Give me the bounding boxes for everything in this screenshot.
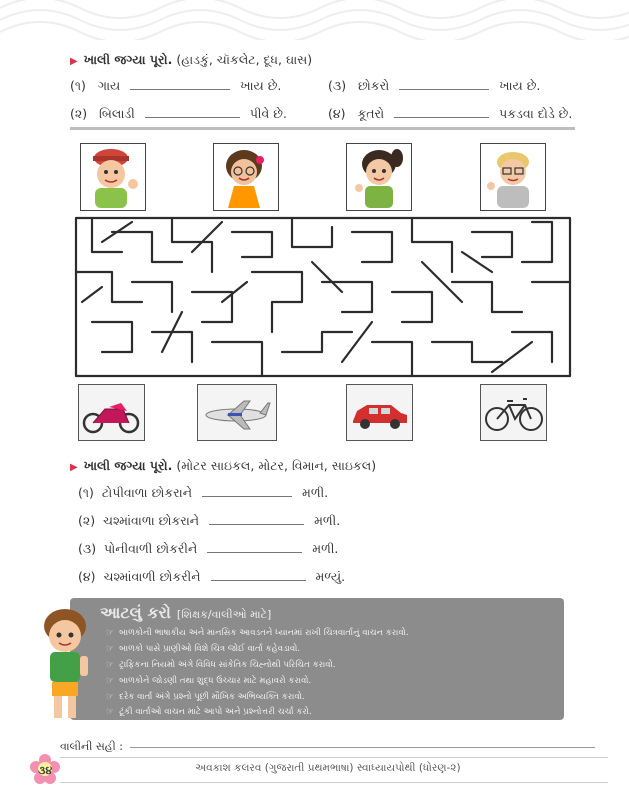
boy-with-glasses-picture	[480, 143, 546, 211]
activity-item-2: ☞ બાળકો પાસે પ્રાણીઓ વિશે ચિત્ર જોઈ વાર્તા કહેવડાવો.	[106, 644, 301, 654]
section1-heading: ▶ ખાલી જગ્યા પૂરો. (હાડકું, ચૉકલેટ, દૂધ, ઘાસ)	[70, 52, 313, 67]
hand-pointer-icon: ☞	[106, 628, 115, 638]
maze[interactable]	[72, 212, 574, 382]
boy-with-glasses-icon	[481, 144, 545, 210]
motorcycle-picture	[78, 384, 145, 441]
match-item-1: (૧) ટોપીવાળા છોકરાને મળી.	[78, 485, 329, 500]
hand-pointer-icon: ☞	[106, 707, 115, 717]
answer-blank[interactable]	[145, 117, 240, 118]
fill-item-3: (૩) છોકરો ખાય છે.	[328, 78, 541, 93]
girl-with-glasses-picture	[213, 143, 279, 211]
answer-blank[interactable]	[130, 89, 230, 90]
decorative-header-swirls	[0, 0, 629, 40]
girl-with-glasses-icon	[214, 144, 278, 210]
fill-item-4: (૪) કૂતરો પકડવા દોડે છે.	[328, 106, 573, 121]
boy-with-cap-picture	[80, 143, 146, 211]
match-item-3: (૩) પોનીવાળી છોકરીને મળી.	[78, 541, 339, 556]
hand-pointer-icon: ☞	[106, 660, 115, 670]
airplane-icon	[198, 385, 276, 440]
match-item-4: (૪) ચશ્માંવાળી છોકરીને મળ્યું.	[78, 569, 346, 584]
activity-item-6: ☞ ટૂંકી વાર્તાઓ વાચન માટે આપો અને પ્રશ્નોત્તરી ચર્ચા કરો.	[106, 707, 312, 717]
activity-title: આટલું કરો [શિક્ષક/વાલીઓ માટે]	[100, 603, 272, 622]
section-divider	[70, 127, 575, 130]
boy-mascot-icon	[36, 604, 94, 724]
signature-line[interactable]	[130, 747, 595, 748]
match-item-2: (૨) ચશ્માંવાળા છોકરાને મળી.	[78, 513, 341, 528]
answer-blank[interactable]	[394, 117, 489, 118]
activity-item-4: ☞ બાળકોને જોડણી તથા શુદ્ધ ઉચ્ચાર માટે મહાવરો કરાવો.	[106, 676, 312, 686]
motorcycle-icon	[79, 385, 144, 440]
fill-item-1: (૧) ગાય ખાય છે.	[70, 78, 282, 93]
answer-blank[interactable]	[399, 89, 489, 90]
section2-heading: ▶ ખાલી જગ્યા પૂરો. (મોટર સાઇકલ, મોટર, વિમાન, સાઇકલ)	[70, 458, 377, 473]
answer-blank[interactable]	[207, 552, 302, 553]
hand-pointer-icon: ☞	[106, 644, 115, 654]
girl-with-ponytail-picture	[346, 143, 412, 211]
answer-blank[interactable]	[211, 580, 306, 581]
girl-with-ponytail-icon	[347, 144, 411, 210]
triangle-bullet-icon: ▶	[70, 56, 78, 67]
parent-signature-label: વાલીની સહી :	[60, 740, 123, 753]
boy-with-cap-icon	[81, 144, 145, 210]
triangle-bullet-icon: ▶	[70, 462, 78, 473]
book-title: અવકાશ કલરવ (ગુજરાતી પ્રથમભાષા) સ્વાધ્યાયપોથી (ધોરણ-૨)	[195, 762, 461, 774]
activity-item-5: ☞ દરેક વાર્તા અંગે પ્રશ્નો પૂછી મૌખિક અભિવ્યક્તિ કરાવો.	[106, 692, 305, 702]
answer-blank[interactable]	[209, 524, 304, 525]
hand-pointer-icon: ☞	[106, 692, 115, 702]
hand-pointer-icon: ☞	[106, 676, 115, 686]
activity-item-3: ☞ ટ્રાફિકના નિયમો અંગે વિવિધ સાંકેતિક ચિહ્નોથી પરિચિત કરાવો.	[106, 660, 336, 670]
bicycle-picture	[480, 384, 547, 441]
car-icon	[347, 385, 412, 440]
bicycle-icon	[481, 385, 546, 440]
page-number: ૩૪	[38, 764, 53, 777]
fill-item-2: (૨) બિલાડી પીવે છે.	[70, 106, 287, 121]
car-picture	[346, 384, 413, 441]
airplane-picture	[197, 384, 277, 441]
activity-item-1: ☞ બાળકોની ભાષાકીય અને માનસિક આવડતને ધ્યાનમાં રાખી ચિત્રવાર્તાનું વાચન કરાવો.	[106, 628, 409, 638]
answer-blank[interactable]	[202, 496, 292, 497]
